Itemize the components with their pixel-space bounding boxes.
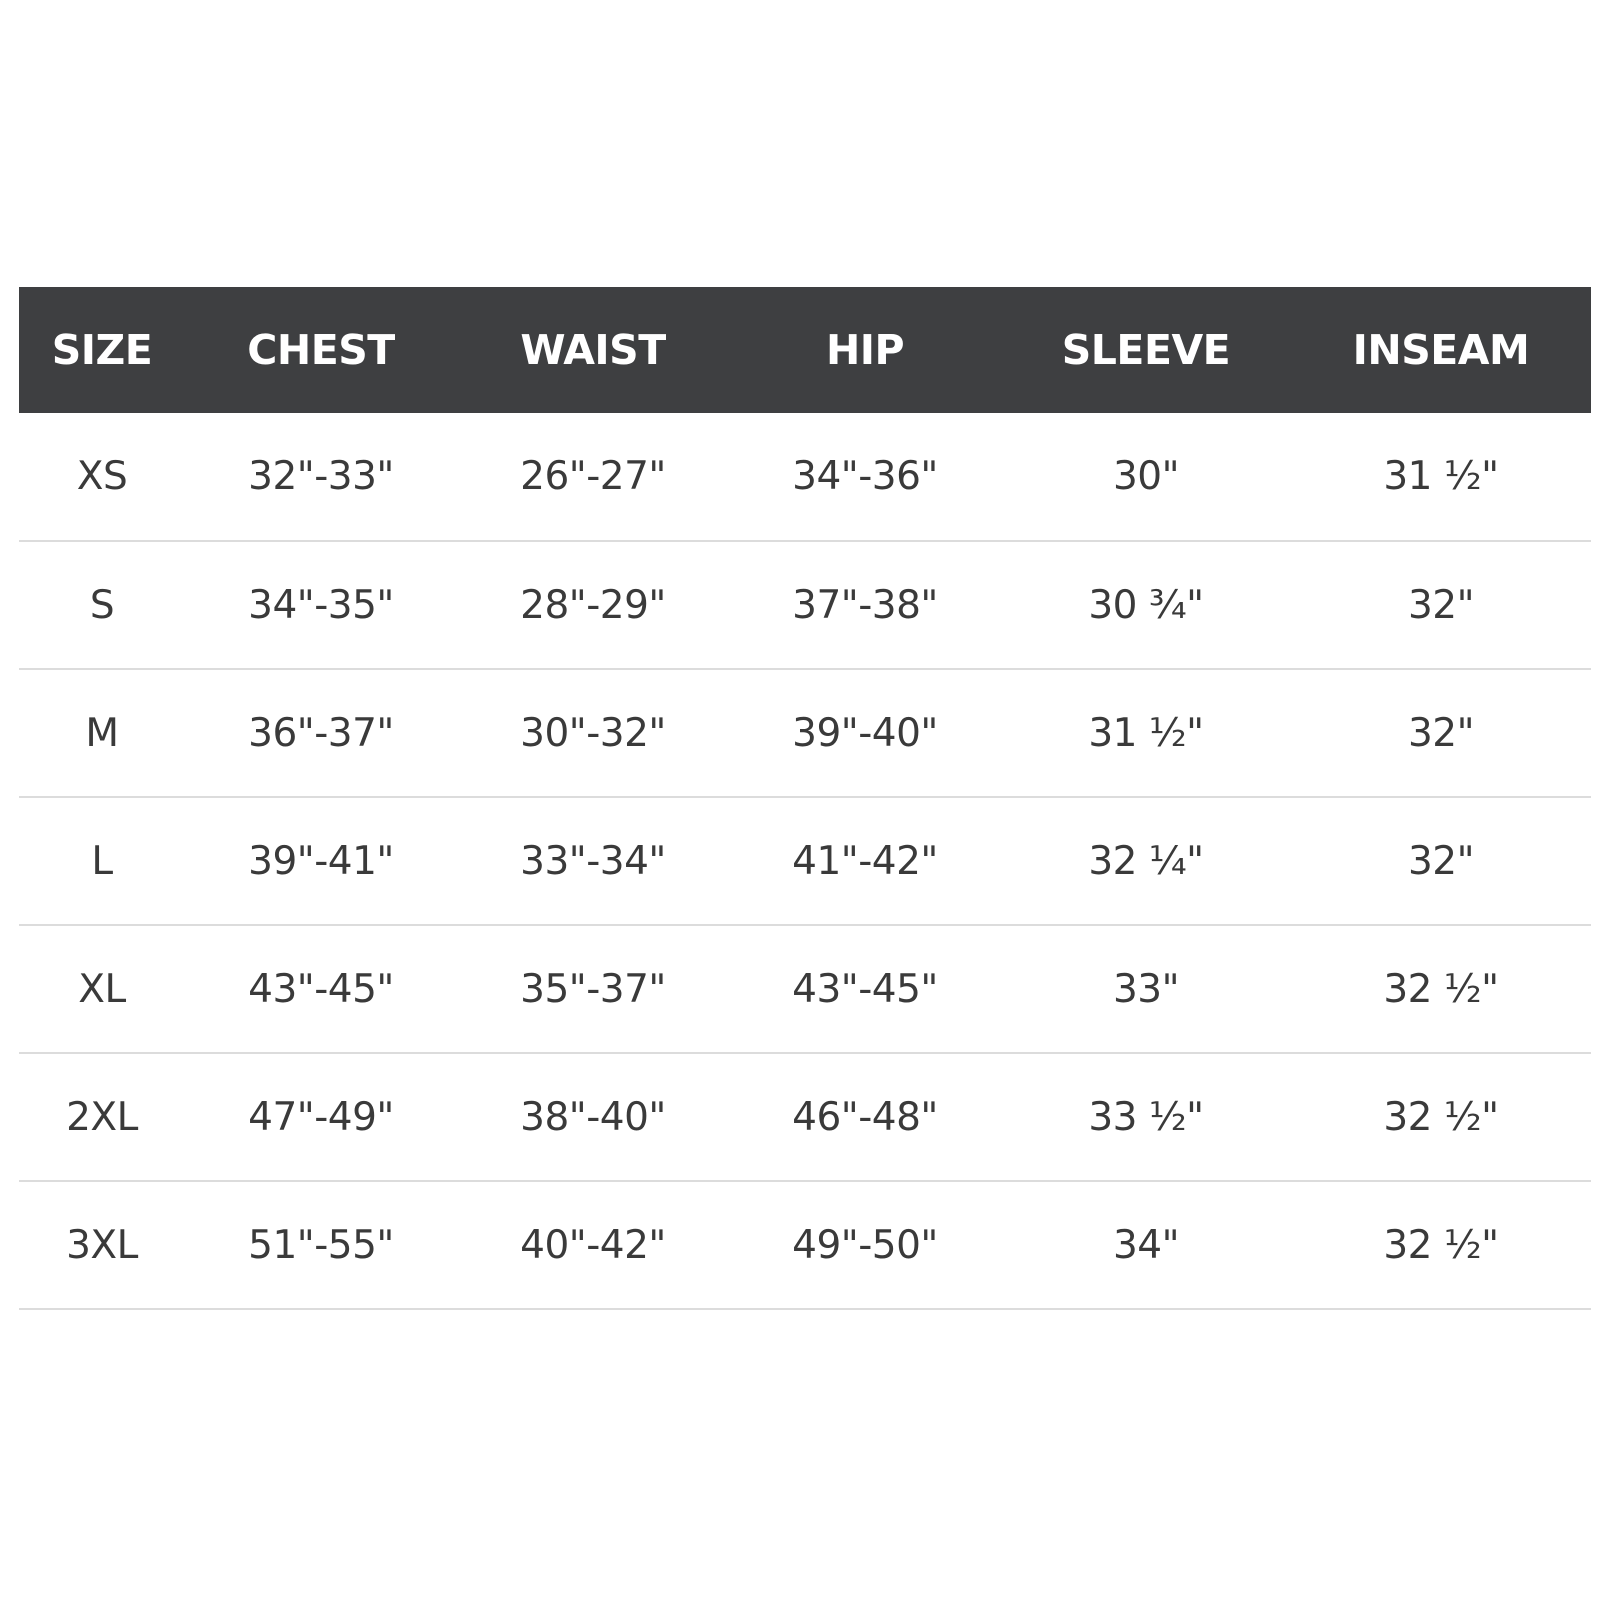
cell-hip: 46"-48" (729, 1053, 1001, 1181)
cell-inseam: 32" (1291, 669, 1591, 797)
cell-size: 2XL (19, 1053, 185, 1181)
cell-size: 3XL (19, 1181, 185, 1309)
cell-size: XS (19, 413, 185, 541)
cell-sleeve: 34" (1001, 1181, 1291, 1309)
table-row (19, 413, 1591, 541)
cell-hip: 41"-42" (729, 797, 1001, 925)
cell-inseam: 32 ½" (1291, 925, 1591, 1053)
cell-chest: 39"-41" (185, 797, 457, 925)
cell-inseam: 32" (1291, 797, 1591, 925)
cell-size: XL (19, 925, 185, 1053)
table-row (19, 1053, 1591, 1181)
cell-waist: 40"-42" (457, 1181, 729, 1309)
cell-hip: 43"-45" (729, 925, 1001, 1053)
cell-chest: 34"-35" (185, 541, 457, 669)
size-chart-table (19, 287, 1591, 1310)
cell-sleeve: 30 ¾" (1001, 541, 1291, 669)
cell-size: M (19, 669, 185, 797)
cell-size: L (19, 797, 185, 925)
table-row (19, 925, 1591, 1053)
cell-chest: 36"-37" (185, 669, 457, 797)
cell-waist: 35"-37" (457, 925, 729, 1053)
header-row (19, 287, 1591, 413)
table-row (19, 1181, 1591, 1309)
cell-size: S (19, 541, 185, 669)
cell-hip: 49"-50" (729, 1181, 1001, 1309)
cell-hip: 39"-40" (729, 669, 1001, 797)
header-size: SIZE (51, 326, 153, 374)
cell-chest: 47"-49" (185, 1053, 457, 1181)
cell-hip: 37"-38" (729, 541, 1001, 669)
cell-inseam: 32" (1291, 541, 1591, 669)
cell-chest: 51"-55" (185, 1181, 457, 1309)
cell-sleeve: 30" (1001, 413, 1291, 541)
cell-sleeve: 33" (1001, 925, 1291, 1053)
table-row (19, 669, 1591, 797)
cell-chest: 43"-45" (185, 925, 457, 1053)
cell-sleeve: 32 ¼" (1001, 797, 1291, 925)
cell-waist: 30"-32" (457, 669, 729, 797)
header-hip: HIP (825, 326, 905, 374)
header-inseam: INSEAM (1352, 326, 1530, 374)
table-row (19, 797, 1591, 925)
cell-hip: 34"-36" (729, 413, 1001, 541)
cell-waist: 28"-29" (457, 541, 729, 669)
header-waist: WAIST (520, 326, 666, 374)
cell-sleeve: 31 ½" (1001, 669, 1291, 797)
cell-sleeve: 33 ½" (1001, 1053, 1291, 1181)
cell-waist: 33"-34" (457, 797, 729, 925)
cell-inseam: 32 ½" (1291, 1053, 1591, 1181)
header-chest: CHEST (247, 326, 395, 374)
cell-waist: 38"-40" (457, 1053, 729, 1181)
cell-chest: 32"-33" (185, 413, 457, 541)
cell-inseam: 31 ½" (1291, 413, 1591, 541)
table-row (19, 541, 1591, 669)
cell-waist: 26"-27" (457, 413, 729, 541)
header-sleeve: SLEEVE (1061, 326, 1231, 374)
cell-inseam: 32 ½" (1291, 1181, 1591, 1309)
